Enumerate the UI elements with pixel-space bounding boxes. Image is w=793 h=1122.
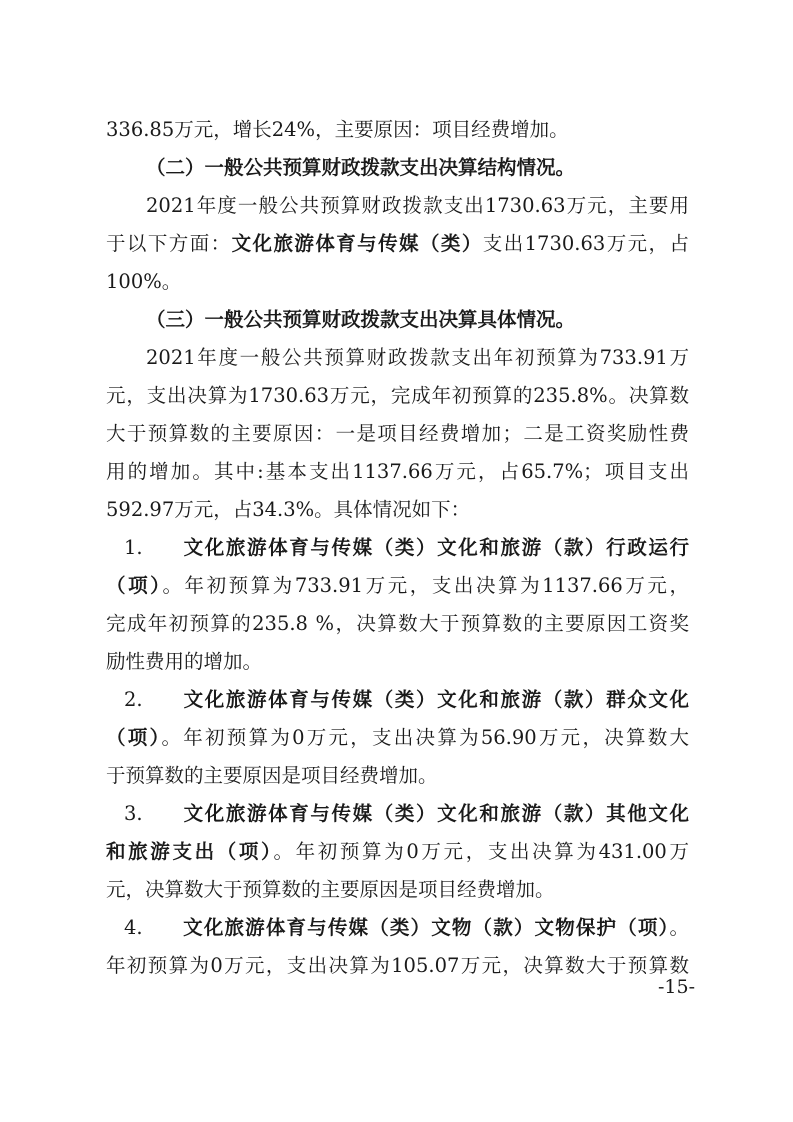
body-line: 元，决算数大于预算数的主要原因是项目经费增加。 <box>106 878 555 901</box>
item-number: 1. <box>124 536 143 559</box>
item-heading: （项） <box>106 726 162 749</box>
body-line <box>106 719 689 757</box>
body-line: 于预算数的主要原因是项目经费增加。 <box>106 764 438 787</box>
body-line <box>106 225 689 263</box>
section-heading-2: （二）一般公共预算财政拨款支出决算结构情况。 <box>146 156 576 179</box>
text-span: 。年初预算为0万元，支出决算为431.00万 <box>273 840 689 863</box>
item-number: 2. <box>124 688 143 711</box>
item-heading: 和旅游支出（项） <box>106 840 274 863</box>
section-heading-3: （三）一般公共预算财政拨款支出决算具体情况。 <box>146 308 576 331</box>
body-line: 励性费用的增加。 <box>106 650 263 673</box>
body-line: 年初预算为0万元，支出决算为105.07万元，决算数大于预算数 <box>106 954 689 977</box>
body-line: 2021年度一般公共预算财政拨款支出1730.63万元，主要用 <box>146 194 689 217</box>
item-heading: 文化旅游体育与传媒（类）文化和旅游（款）其他文化 <box>182 802 689 825</box>
body-line: 592.97万元，占34.3%。具体情况如下： <box>106 498 471 521</box>
item-heading: （项） <box>106 574 163 597</box>
text-span: 。年初预算为0万元，支出决算为56.90万元，决算数大 <box>161 726 689 749</box>
body-line: 336.85万元，增长24%，主要原因：项目经费增加。 <box>106 118 569 141</box>
item-number: 3. <box>124 802 143 825</box>
item-number: 4. <box>124 916 143 939</box>
text-span: 支出1730.63万元，占 <box>482 232 689 255</box>
body-line: 大于预算数的主要原因：一是项目经费增加；二是工资奖励性费 <box>106 422 689 445</box>
body-line: 完成年初预算的235.8 %，决算数大于预算数的主要原因工资奖 <box>106 612 689 635</box>
body-line: 元，支出决算为1730.63万元，完成年初预算的235.8%。决算数 <box>106 384 689 407</box>
item-4-title <box>124 909 689 947</box>
body-line <box>106 567 689 605</box>
item-2-title <box>124 681 689 719</box>
item-heading: 文化旅游体育与传媒（类）文化和旅游（款）行政运行 <box>182 536 689 559</box>
item-3-title <box>124 795 689 833</box>
category-name: 文化旅游体育与传媒（类） <box>231 232 483 255</box>
item-heading: 文化旅游体育与传媒（类）文化和旅游（款）群众文化 <box>182 688 689 711</box>
page-number: -15- <box>657 976 695 998</box>
text-span: 于以下方面： <box>106 232 232 255</box>
text-span: 。 <box>669 916 689 939</box>
body-line <box>106 833 689 871</box>
item-1-title <box>124 529 689 567</box>
body-line: 用的增加。其中:基本支出1137.66万元，占65.7%；项目支出 <box>106 460 689 483</box>
text-span: 。年初预算为733.91万元，支出决算为1137.66万元， <box>162 574 689 597</box>
body-line: 2021年度一般公共预算财政拨款支出年初预算为733.91万 <box>146 346 689 369</box>
body-line: 100%。 <box>106 270 182 293</box>
item-heading: 文化旅游体育与传媒（类）文物（款）文物保护（项） <box>182 916 670 939</box>
